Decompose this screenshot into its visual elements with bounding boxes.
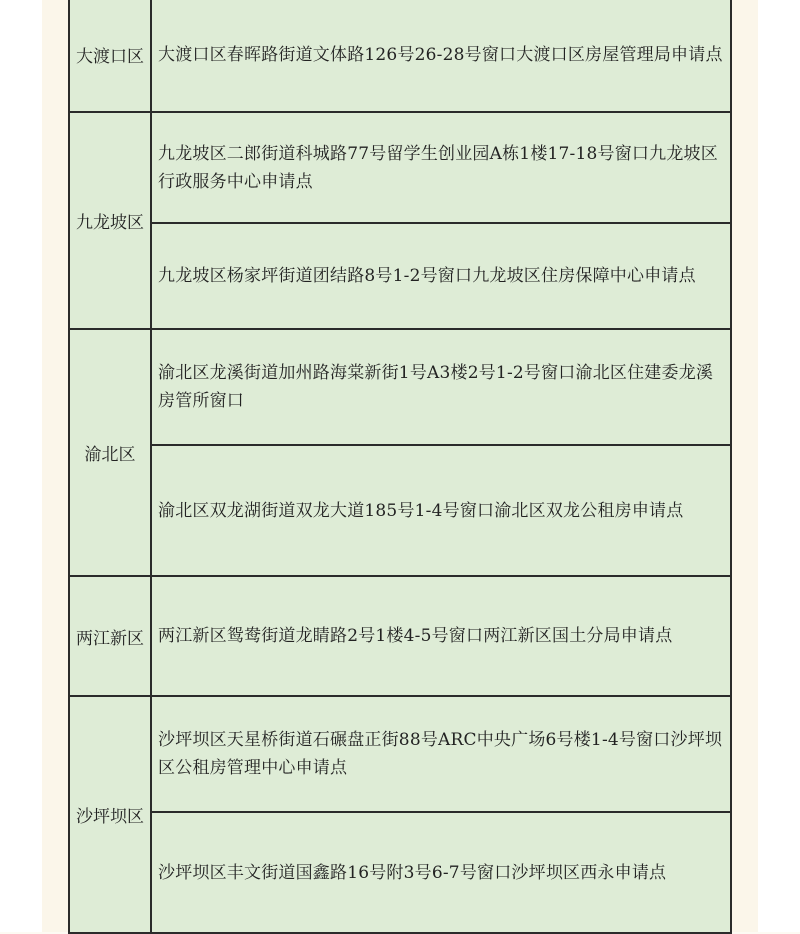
district-cell: 渝北区 — [69, 329, 151, 576]
address-text: 九龙坡区二郎街道科城路77号留学生创业园A栋1楼17-18号窗口九龙坡区行政服务中心申请点 — [158, 143, 718, 192]
table-row — [69, 812, 731, 933]
address-cell — [151, 812, 731, 933]
address-text: 渝北区双龙湖街道双龙大道185号1-4号窗口渝北区双龙公租房申请点 — [158, 500, 684, 521]
address-text: 沙坪坝区天星桥街道石碾盘正街88号ARC中央广场6号楼1-4号窗口沙坪坝区公租房管理中心申请点 — [158, 730, 723, 778]
table-row — [69, 0, 731, 112]
address-cell — [151, 0, 731, 112]
address-text: 沙坪坝区丰文街道国鑫路16号附3号6-7号窗口沙坪坝区西永申请点 — [158, 862, 667, 883]
address-cell — [151, 112, 731, 223]
district-cell: 两江新区 — [69, 576, 151, 696]
district-cell: 沙坪坝区 — [69, 696, 151, 933]
application-points-table — [68, 0, 732, 934]
district-cell: 九龙坡区 — [69, 112, 151, 329]
table-row — [69, 223, 731, 329]
table-row — [69, 329, 731, 445]
address-cell — [151, 329, 731, 445]
table-row — [69, 112, 731, 223]
table-row — [69, 576, 731, 696]
address-cell — [151, 445, 731, 576]
address-cell — [151, 696, 731, 812]
table-row — [69, 696, 731, 812]
address-text: 大渡口区春晖路街道文体路126号26-28号窗口大渡口区房屋管理局申请点 — [158, 44, 723, 65]
address-text: 渝北区龙溪街道加州路海棠新街1号A3楼2号1-2号窗口渝北区住建委龙溪房管所窗口 — [158, 363, 714, 411]
address-text: 九龙坡区杨家坪街道团结路8号1-2号窗口九龙坡区住房保障中心申请点 — [158, 266, 696, 286]
address-cell — [151, 576, 731, 696]
address-text: 两江新区鸳鸯街道龙睛路2号1楼4-5号窗口两江新区国土分局申请点 — [158, 626, 673, 646]
district-cell: 大渡口区 — [69, 0, 151, 112]
address-cell — [151, 223, 731, 329]
table-row — [69, 445, 731, 576]
